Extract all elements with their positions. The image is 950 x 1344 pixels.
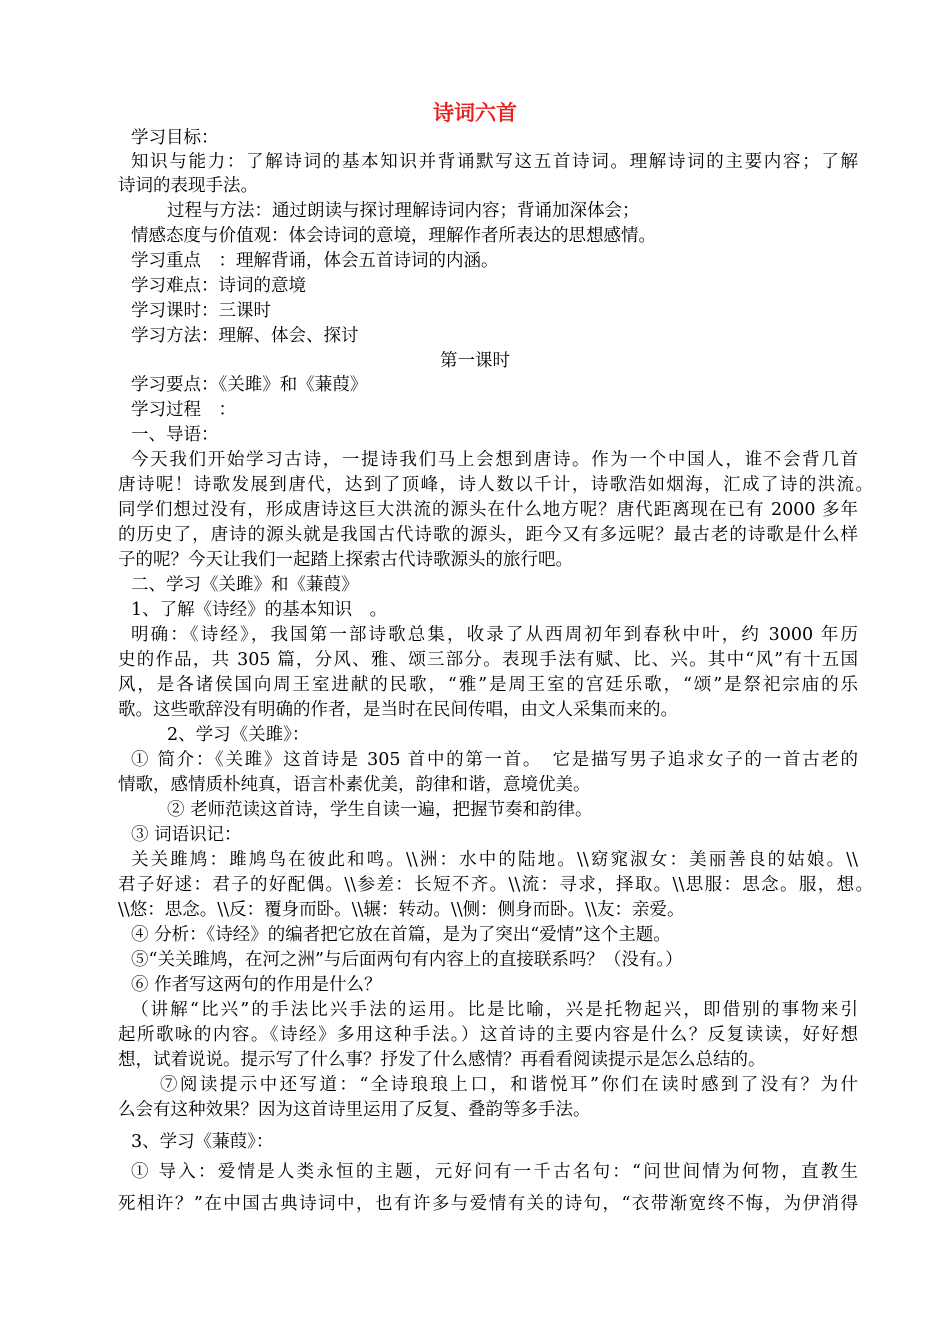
text-line: 2、学习《关雎》： (167, 725, 310, 745)
text-line: 学习难点：诗词的意境 (131, 276, 306, 296)
text-line: 学习目标： (131, 128, 219, 148)
text-line: ⑦阅读提示中还写道：“全诗琅琅上口，和谐悦耳”你们在读时感到了没有？为什 (160, 1075, 858, 1095)
text-line: 情歌，感情质朴纯真，语言朴素优美，韵律和谐，意境优美。 (118, 775, 591, 795)
text-line: 情感态度与价值观：体会诗词的意境，理解作者所表达的思想感情。 (131, 226, 656, 246)
text-line: 二、学习《关雎》和《蒹葭》 (131, 575, 359, 595)
text-line: 学习过程 ： (131, 400, 236, 420)
text-line: 唐诗呢！诗歌发展到唐代，达到了顶峰，诗人数以千计，诗歌浩如烟海，汇成了诗的洪流。 (118, 475, 873, 495)
text-line: 起所歌咏的内容。《诗经》多用这种手法。）这首诗的主要内容是什么？反复读读，好好想 (118, 1025, 858, 1045)
text-line: 关关雎鸠：雎鸠鸟在彼此和鸣。\\洲：水中的陆地。\\窈窕淑女：美丽善良的姑娘。\\ (131, 850, 858, 870)
text-line: 学习方法：理解、体会、探讨 (131, 326, 359, 346)
text-line: ① 简介：《关雎》这首诗是 305 首中的第一首。 它是描写男子追求女子的一首古老的 (131, 750, 858, 770)
text-line: 想，试着说说。提示写了什么事？抒发了什么感情？再看看阅读提示是怎么总结的。 (118, 1050, 766, 1070)
text-line: 歌。这些歌辞没有明确的作者，是当时在民间传唱，由文人采集而来的。 (118, 700, 678, 720)
text-line: 学习重点 ：理解背诵，体会五首诗词的内涵。 (131, 251, 499, 271)
text-line: 的历史了，唐诗的源头就是我国古代诗歌的源头，距今又有多远呢？最古老的诗歌是什么样 (118, 525, 858, 545)
text-line: 史的作品，共 305 篇，分风、雅、颂三部分。表现手法有赋、比、兴。其中“风”有十五国 (118, 650, 858, 670)
text-line: 风，是各诸侯国向周王室进献的民歌，“雅”是周王室的宫廷乐歌，“颂”是祭祀宗庙的乐 (118, 675, 858, 695)
text-line: ⑤“关关雎鸠，在河之洲”与后面两句有内容上的直接联系吗？（没有。） (131, 950, 683, 970)
text-line: ⑥ 作者写这两句的作用是什么？ (131, 975, 382, 995)
text-line: 1、了解《诗经》的基本知识 。 (131, 600, 388, 620)
text-line: 子的呢？今天让我们一起踏上探索古代诗歌源头的旅行吧。 (118, 550, 573, 570)
text-line: 学习要点：《关雎》和《蒹葭》 (131, 375, 368, 395)
text-line: 知识与能力：了解诗词的基本知识并背诵默写这五首诗词。理解诗词的主要内容；了解 (131, 152, 858, 172)
text-line: （讲解“比兴”的手法比兴手法的运用。比是比喻，兴是托物起兴，即借别的事物来引 (131, 1000, 858, 1020)
text-line: ④ 分析：《诗经》的编者把它放在首篇，是为了突出“爱情”这个主题。 (131, 925, 671, 945)
text-line: 学习课时：三课时 (131, 301, 271, 321)
text-line: 诗词的表现手法。 (118, 176, 258, 196)
text-line: 3、学习《蒹葭》： (131, 1132, 274, 1152)
text-line: ① 导入：爱情是人类永恒的主题，元好问有一千古名句：“问世间情为何物，直教生 (131, 1162, 858, 1182)
text-line: 过程与方法：通过朗读与探讨理解诗词内容；背诵加深体会； (167, 201, 640, 221)
section-heading: 第一课时 (440, 351, 510, 371)
text-line: 一、导语： (131, 425, 219, 445)
text-line: \\悠：思念。\\反：覆身而卧。\\辗：转动。\\侧：侧身而卧。\\友：亲爱。 (118, 900, 685, 920)
text-line: 死相许？”在中国古典诗词中，也有许多与爱情有关的诗句，“衣带渐宽终不悔，为伊消得 (118, 1194, 858, 1214)
text-line: ③ 词语识记： (131, 825, 242, 845)
page-title: 诗词六首 (433, 100, 517, 125)
text-line: 君子好逑：君子的好配偶。\\参差：长短不齐。\\流：寻求，择取。\\思服：思念。服，想。 (118, 875, 873, 895)
text-line: 么会有这种效果？因为这首诗里运用了反复、叠韵等多手法。 (118, 1100, 591, 1120)
text-line: 今天我们开始学习古诗，一提诗我们马上会想到唐诗。作为一个中国人，谁不会背几首 (131, 450, 858, 470)
text-line: 同学们想过没有，形成唐诗这巨大洪流的源头在什么地方呢？唐代距离现在已有 2000 多年 (118, 500, 858, 520)
text-line: 明确：《诗经》，我国第一部诗歌总集，收录了从西周初年到春秋中叶，约 3000 年历 (131, 625, 858, 645)
text-line: ② 老师范读这首诗，学生自读一遍，把握节奏和韵律。 (167, 800, 593, 820)
